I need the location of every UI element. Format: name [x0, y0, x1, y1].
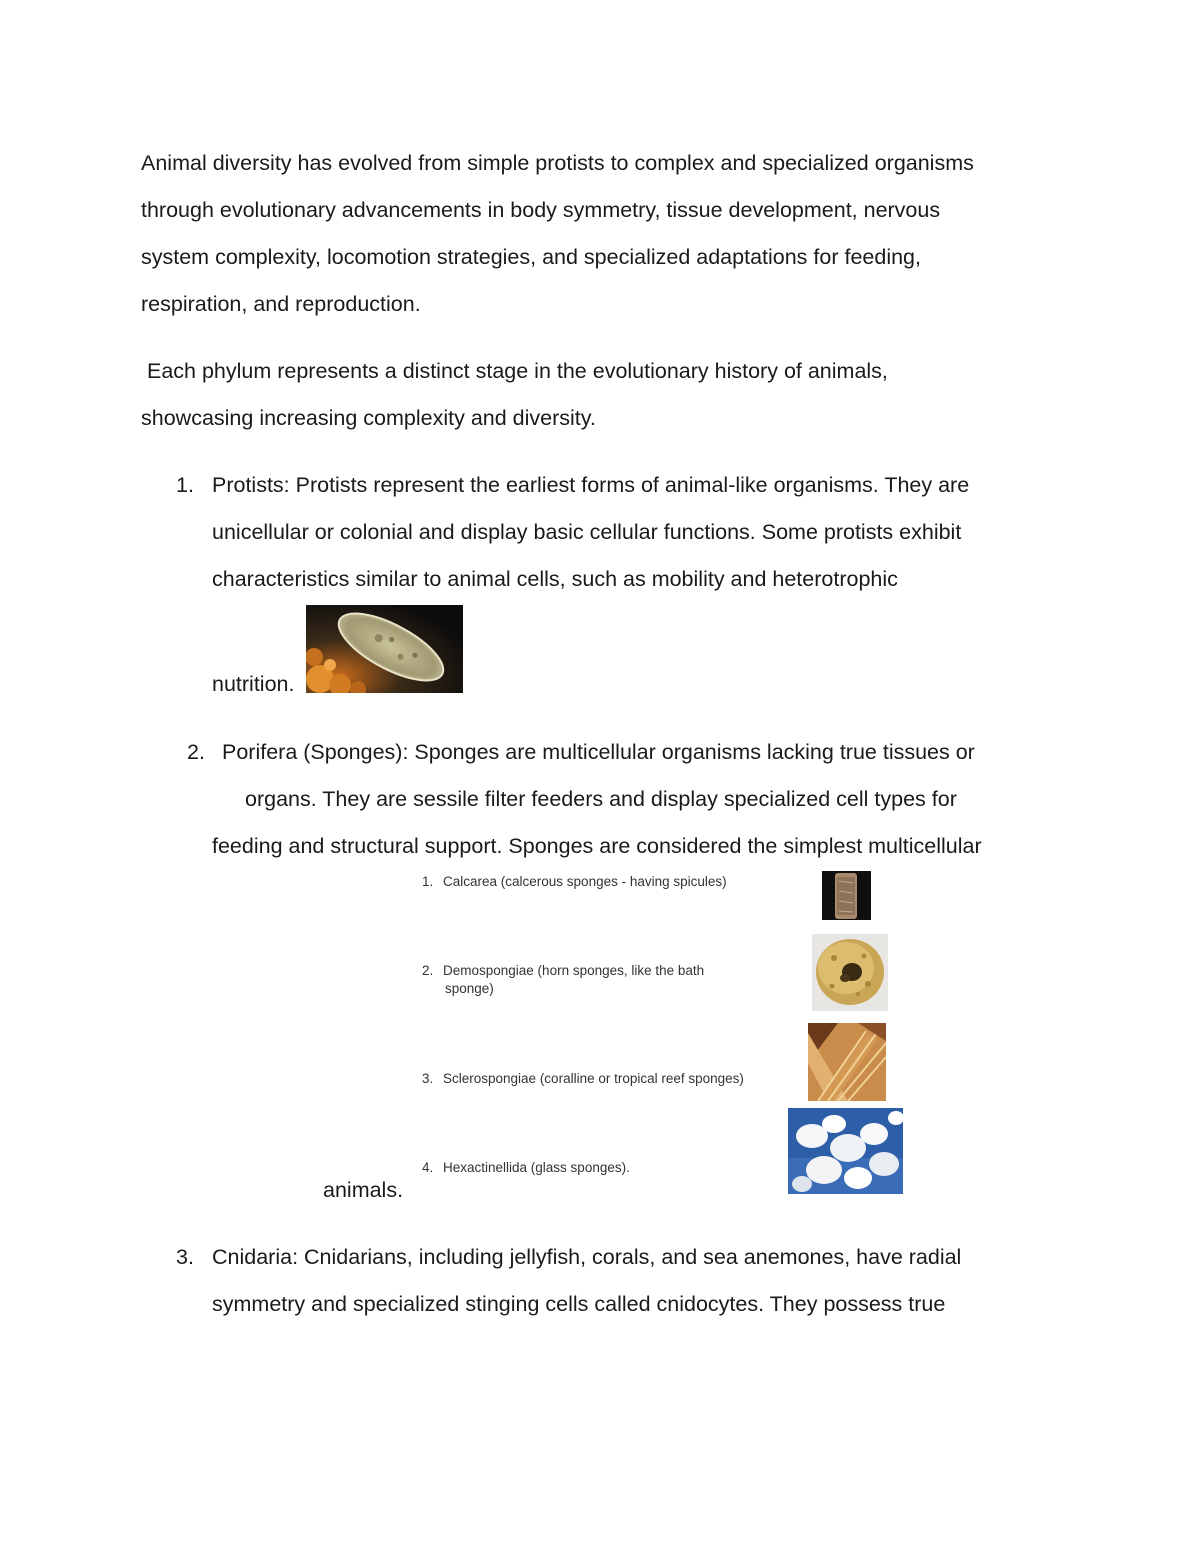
- paramecium-image: [306, 605, 463, 693]
- sponge-class-hexactinellida: Hexactinellida (glass sponges).: [443, 1160, 630, 1175]
- sponge-class-demospongiae-cont: sponge): [445, 981, 494, 996]
- cnidaria-line-1: Cnidaria: Cnidarians, including jellyfish, corals, and sea anemones, have radial: [212, 1245, 962, 1269]
- list-number-2: 2.: [187, 740, 205, 764]
- list-number-3: 3.: [176, 1245, 194, 1269]
- protists-line-1: Protists: Protists represent the earliest forms of animal-like organisms. They are: [212, 473, 970, 497]
- porifera-line-2: organs. They are sessile filter feeders and display specialized cell types for: [245, 787, 957, 811]
- cnidaria-line-2: symmetry and specialized stinging cells called cnidocytes. They possess true: [212, 1292, 946, 1316]
- sponge-class-number-2: 2.: [422, 963, 434, 978]
- sponge-class-number-4: 4.: [422, 1160, 434, 1175]
- intro-line-2: through evolutionary advancements in body symmetry, tissue development, nervous: [141, 198, 941, 222]
- sclerospongiae-image: [808, 1023, 886, 1101]
- sponge-class-sclerospongiae: Sclerospongiae (coralline or tropical reef sponges): [443, 1071, 744, 1086]
- phylum-line-2: showcasing increasing complexity and diversity.: [141, 406, 596, 430]
- intro-line-3: system complexity, locomotion strategies, and specialized adaptations for feeding,: [141, 245, 921, 269]
- porifera-line-4: animals.: [323, 1178, 404, 1202]
- hexactinellida-image: [788, 1108, 903, 1194]
- sponge-class-calcarea: Calcarea (calcerous sponges - having spicules): [443, 874, 727, 889]
- intro-line-4: respiration, and reproduction.: [141, 292, 421, 316]
- porifera-line-1: Porifera (Sponges): Sponges are multicellular organisms lacking true tissues or: [222, 740, 975, 764]
- sponge-class-number-1: 1.: [422, 874, 434, 889]
- protists-line-2: unicellular or colonial and display basic cellular functions. Some protists exhibit: [212, 520, 962, 544]
- list-number-1: 1.: [176, 473, 194, 497]
- protists-line-4: nutrition.: [212, 672, 295, 696]
- porifera-line-3: feeding and structural support. Sponges are considered the simplest multicellular: [212, 834, 982, 858]
- sponge-class-number-3: 3.: [422, 1071, 434, 1086]
- intro-line-1: Animal diversity has evolved from simple protists to complex and specialized organisms: [141, 151, 974, 175]
- calcarea-image: [822, 871, 871, 920]
- protists-line-3: characteristics similar to animal cells, such as mobility and heterotrophic: [212, 567, 898, 591]
- sponge-class-demospongiae: Demospongiae (horn sponges, like the bath: [443, 963, 705, 978]
- demospongiae-image: [812, 934, 888, 1011]
- phylum-line-1: Each phylum represents a distinct stage in the evolutionary history of animals,: [141, 359, 888, 383]
